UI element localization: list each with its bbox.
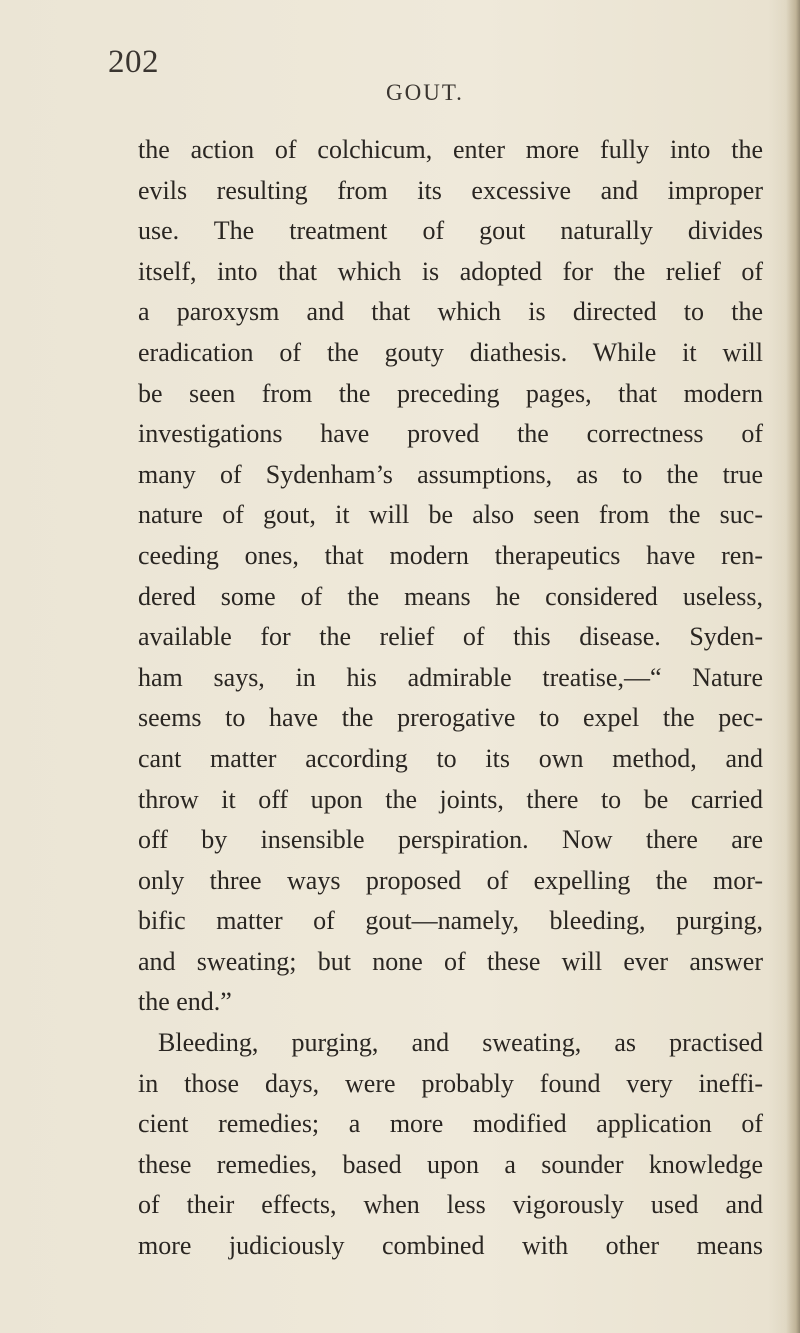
text-line: seems to have the prerogative to expel the pec-: [138, 703, 763, 733]
text-line: ham says, in his admirable treatise,—“ Nature: [138, 662, 763, 692]
text-line: evils resulting from its excessive and improper: [138, 175, 763, 205]
text-line: off by insensible perspiration. Now there are: [138, 825, 763, 855]
text-line: Bleeding, purging, and sweating, as practised: [158, 1028, 763, 1058]
text-line: throw it off upon the joints, there to be carried: [138, 784, 763, 814]
text-line: of their effects, when less vigorously used and: [138, 1190, 763, 1220]
text-line: nature of gout, it will be also seen from the suc-: [138, 500, 763, 530]
text-line: cient remedies; a more modified application of: [138, 1109, 763, 1139]
text-line: use. The treatment of gout naturally divides: [138, 216, 763, 246]
body-text: [138, 130, 763, 1267]
page-number: 202: [108, 44, 159, 80]
text-line: itself, into that which is adopted for the relief of: [138, 256, 763, 286]
text-line: cant matter according to its own method, and: [138, 743, 763, 773]
text-line: be seen from the preceding pages, that modern: [138, 378, 763, 408]
page-edge-shadow: [786, 0, 800, 1333]
running-title: GOUT.: [386, 80, 464, 105]
text-line: ceeding ones, that modern therapeutics have ren-: [138, 540, 763, 570]
text-line: these remedies, based upon a sounder knowledge: [138, 1149, 763, 1179]
text-line: more judiciously combined with other means: [138, 1231, 763, 1261]
text-line: investigations have proved the correctness of: [138, 419, 763, 449]
text-line: dered some of the means he considered useless,: [138, 581, 763, 611]
text-line: and sweating; but none of these will ever answer: [138, 946, 763, 976]
text-line: only three ways proposed of expelling the mor-: [138, 865, 763, 895]
text-line: available for the relief of this disease. Syden-: [138, 622, 763, 652]
text-line: in those days, were probably found very ineffi-: [138, 1068, 763, 1098]
text-line: the action of colchicum, enter more fully into the: [138, 135, 763, 164]
text-line: many of Sydenham’s assumptions, as to the true: [138, 459, 763, 489]
text-line: bific matter of gout—namely, bleeding, purging,: [138, 906, 763, 936]
text-line: a paroxysm and that which is directed to the: [138, 297, 763, 327]
text-line: the end.”: [138, 987, 232, 1017]
text-line: eradication of the gouty diathesis. While it will: [138, 337, 763, 367]
